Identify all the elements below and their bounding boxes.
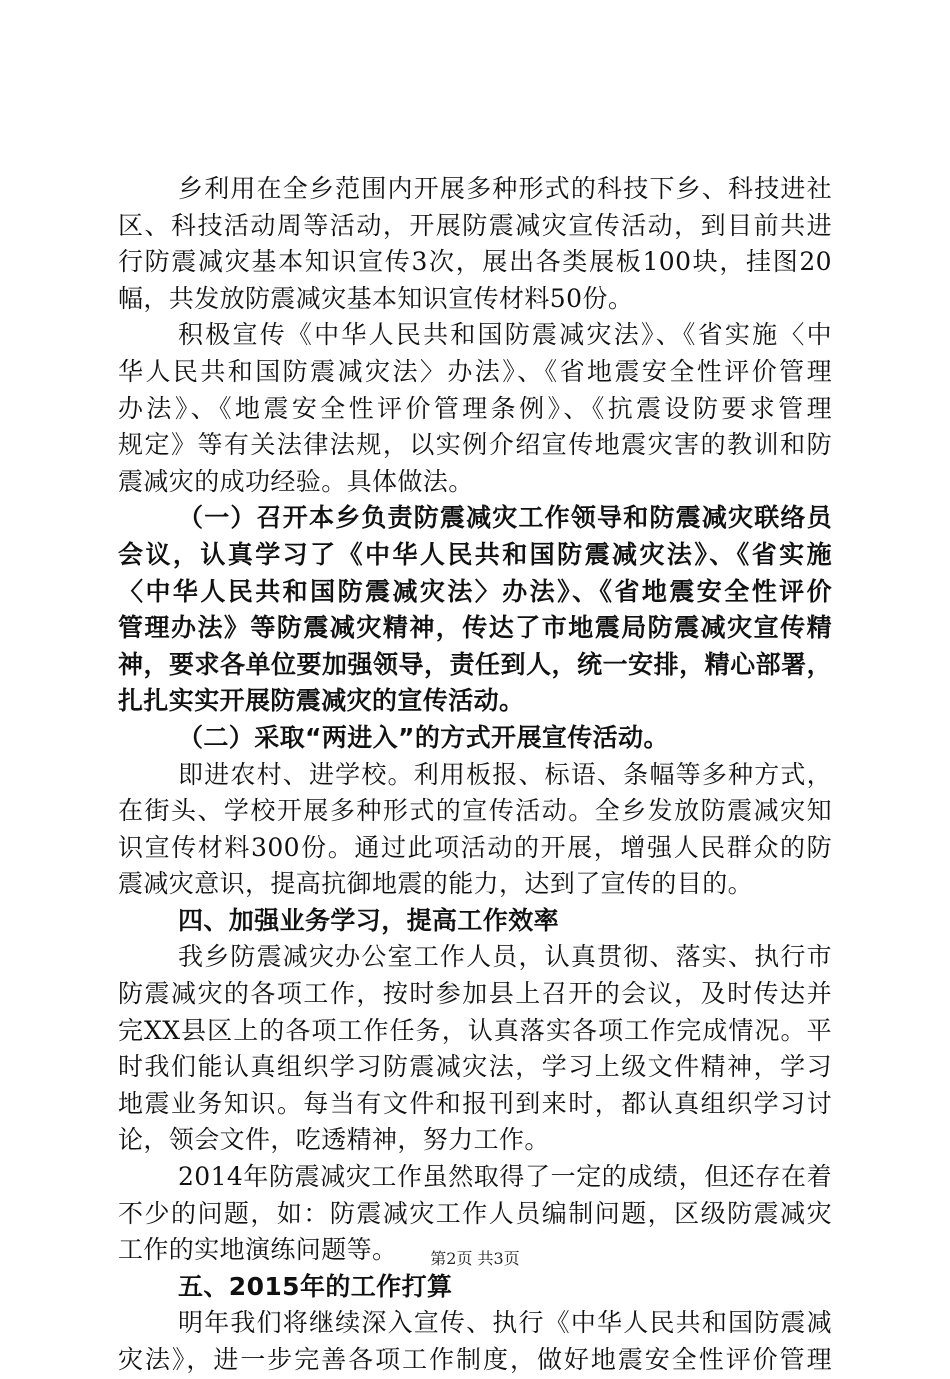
heading-line: 扎扎实实开展防震减灾的宣传活动。 (118, 686, 525, 716)
paragraph-line: 2014年防震减灾工作虽然取得了一定的成绩，但还存在着 (178, 1162, 832, 1192)
paragraph-line: 地震业务知识。每当有文件和报刊到来时，都认真组织学习讨 (118, 1088, 832, 1118)
paragraph-line: 论，领会文件，吃透精神，努力工作。 (118, 1125, 550, 1155)
paragraph-line: 华人民共和国防震减灾法〉办法》、《省地震安全性评价管理 (118, 356, 832, 386)
paragraph-line: 积极宣传《中华人民共和国防震减灾法》、《省实施〈中 (178, 320, 832, 350)
paragraph-line: 区、科技活动周等活动，开展防震减灾宣传活动，到目前共进 (118, 210, 832, 240)
paragraph-line: 明年我们将继续深入宣传、执行《中华人民共和国防震减 (178, 1308, 832, 1338)
paragraph-line: 震减灾意识，提高抗御地震的能力，达到了宣传的目的。 (118, 869, 754, 899)
paragraph-line: 识宣传材料300份。通过此项活动的开展，增强人民群众的防 (118, 832, 832, 862)
paragraph-line: 在街头、学校开展多种形式的宣传活动。全乡发放防震减灾知 (118, 796, 832, 826)
heading-line: （一）召开本乡负责防震减灾工作领导和防震减灾联络员 (178, 503, 832, 533)
paragraph-line: 完XX县区上的各项工作任务，认真落实各项工作完成情况。平 (118, 1015, 832, 1045)
paragraph-line: 工作的实地演练问题等。 (118, 1235, 398, 1265)
paragraph-line: 时我们能认真组织学习防震减灾法，学习上级文件精神，学习 (118, 1052, 832, 1082)
heading-line: （二）采取“两进入”的方式开展宣传活动。 (178, 722, 669, 752)
paragraph-line: 防震减灾的各项工作，按时参加县上召开的会议，及时传达并 (118, 979, 832, 1009)
heading-line: 管理办法》等防震减灾精神，传达了市地震局防震减灾宣传精 (118, 613, 832, 643)
heading-line: 五、2015年的工作打算 (178, 1271, 453, 1301)
paragraph-line: 即进农村、进学校。利用板报、标语、条幅等多种方式， (178, 759, 832, 789)
paragraph-line: 办法》、《地震安全性评价管理条例》、《抗震设防要求管理 (118, 393, 832, 423)
paragraph-line: 幅，共发放防震减灾基本知识宣传材料50份。 (118, 283, 634, 313)
paragraph-line: 震减灾的成功经验。具体做法。 (118, 466, 474, 496)
paragraph-line: 灾法》，进一步完善各项工作制度，做好地震安全性评价管理 (118, 1345, 832, 1374)
paragraph-line: 不少的问题，如：防震减灾工作人员编制问题，区级防震减灾 (118, 1198, 832, 1228)
heading-line: 〈中华人民共和国防震减灾法〉办法》、《省地震安全性评价 (118, 576, 832, 606)
paragraph-line: 规定》等有关法律法规，以实例介绍宣传地震灾害的教训和防 (118, 430, 832, 460)
paragraph-line: 行防震减灾基本知识宣传3次，展出各类展板100块，挂图20 (118, 247, 832, 277)
paragraph-line: 乡利用在全乡范围内开展多种形式的科技下乡、科技进社 (178, 174, 832, 203)
heading-line: 会议，认真学习了《中华人民共和国防震减灾法》、《省实施 (118, 539, 832, 569)
paragraph-line: 我乡防震减灾办公室工作人员，认真贯彻、落实、执行市 (178, 942, 832, 972)
page-footer: 第2页 共3页 (430, 1249, 520, 1268)
heading-line: 神，要求各单位要加强领导，责任到人，统一安排，精心部署， (118, 649, 832, 679)
heading-line: 四、加强业务学习，提高工作效率 (178, 905, 560, 935)
document-body (118, 171, 832, 1379)
